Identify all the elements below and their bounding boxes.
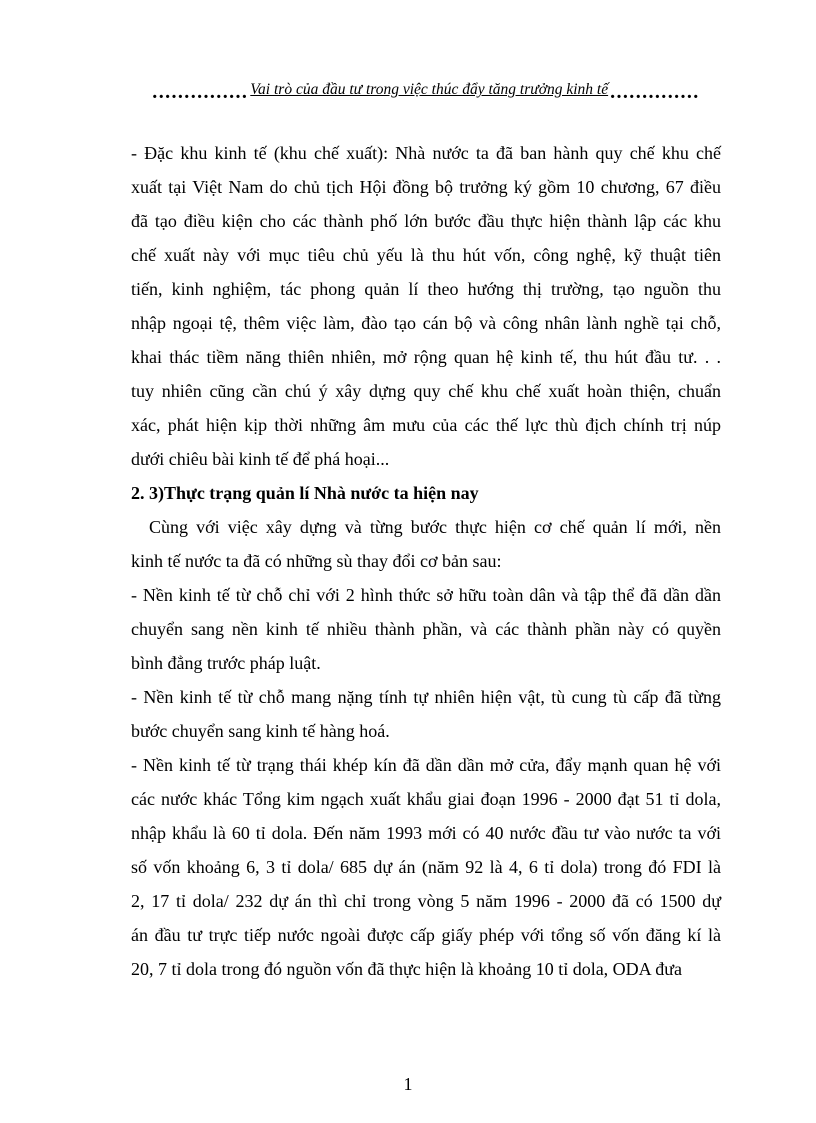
text-line: xuất tại Việt Nam do chủ tịch Hội đồng bộ trưởng ký gồm 10 chương, 67 điều	[131, 177, 721, 197]
document-body	[131, 136, 721, 986]
text-line: kinh tế nước ta đã có những sù thay đổi cơ bản sau:	[131, 551, 502, 571]
section-heading: 2. 3)Thực trạng quản lí Nhà nước ta hiện nay	[131, 483, 479, 503]
text-line: bình đẳng trước pháp luật.	[131, 653, 321, 673]
paragraph-intro	[131, 510, 721, 578]
header-title: Vai trò của đầu tư trong việc thúc đẩy tăng trưởng kinh tế	[250, 81, 609, 98]
text-line: xác, phát hiện kịp thời những âm mưu của các thế lực thù địch chính trị núp	[131, 415, 721, 435]
header-dots-left: ...............	[152, 82, 249, 102]
paragraph-special-economic-zone	[131, 136, 721, 476]
paragraph-ownership	[131, 578, 721, 680]
text-line: số vốn khoảng 6, 3 tỉ dola/ 685 dự án (năm 92 là 4, 6 tỉ dola) trong đó FDI là	[131, 857, 721, 877]
text-line: nhập ngoại tệ, thêm việc làm, đào tạo cán bộ và công nhân lành nghề tại chỗ,	[131, 313, 721, 333]
text-line: 2, 17 tỉ dola/ 232 dự án thì chỉ trong vòng 5 năm 1996 - 2000 đã có 1500 dự	[131, 891, 721, 911]
text-line: bước chuyển sang kinh tế hàng hoá.	[131, 721, 390, 741]
paragraph-commodity-economy	[131, 680, 721, 748]
page-number: 1	[403, 1074, 413, 1094]
text-line: đã tạo điều kiện cho các thành phố lớn bước đầu thực hiện thành lập các khu	[131, 211, 721, 231]
text-line: Cùng với việc xây dựng và từng bước thực hiện cơ chế quản lí mới, nền	[149, 517, 721, 537]
text-line: các nước khác Tổng kim ngạch xuất khẩu giai đoạn 1996 - 2000 đạt 51 tỉ dola,	[131, 789, 721, 809]
text-line: - Nền kinh tế từ trạng thái khép kín đã dần dần mở cửa, đẩy mạnh quan hệ với	[131, 755, 721, 775]
text-line: nhập khẩu là 60 tỉ dola. Đến năm 1993 mới có 40 nước đầu tư vào nước ta với	[131, 823, 721, 843]
header-dots-right: ..............	[610, 82, 700, 102]
text-line: tuy nhiên cũng cần chú ý xây dựng quy chế khu chế xuất hoàn thiện, chuẩn	[131, 381, 721, 401]
text-line: - Đặc khu kinh tế (khu chế xuất): Nhà nước ta đã ban hành quy chế khu chế	[131, 143, 721, 163]
text-line: - Nền kinh tế từ chỗ chỉ với 2 hình thức sở hữu toàn dân và tập thể đã dần dần	[131, 585, 721, 605]
text-line: khai thác tiềm năng thiên nhiên, mở rộng quan hệ kinh tế, thu hút đầu tư. . .	[131, 347, 721, 367]
text-line: dưới chiêu bài kinh tế để phá hoại...	[131, 449, 390, 469]
text-line: chế xuất này với mục tiêu chủ yếu là thu hút vốn, công nghệ, kỹ thuật tiên	[131, 245, 721, 265]
text-line: án đầu tư trực tiếp nước ngoài được cấp giấy phép với tổng số vốn đăng kí là	[131, 925, 721, 945]
text-line: tiến, kinh nghiệm, tác phong quản lí theo hướng thị trường, tạo nguồn thu	[131, 279, 721, 299]
paragraph-open-economy	[131, 748, 721, 986]
running-header	[131, 68, 721, 102]
text-line: - Nền kinh tế từ chỗ mang nặng tính tự nhiên hiện vật, tù cung tù cấp đã từng	[131, 687, 721, 707]
text-line: 20, 7 tỉ dola trong đó nguồn vốn đã thực hiện là khoảng 10 tỉ dola, ODA đưa	[131, 959, 682, 979]
text-line: chuyển sang nền kinh tế nhiều thành phần, và các thành phần này có quyền	[131, 619, 721, 639]
